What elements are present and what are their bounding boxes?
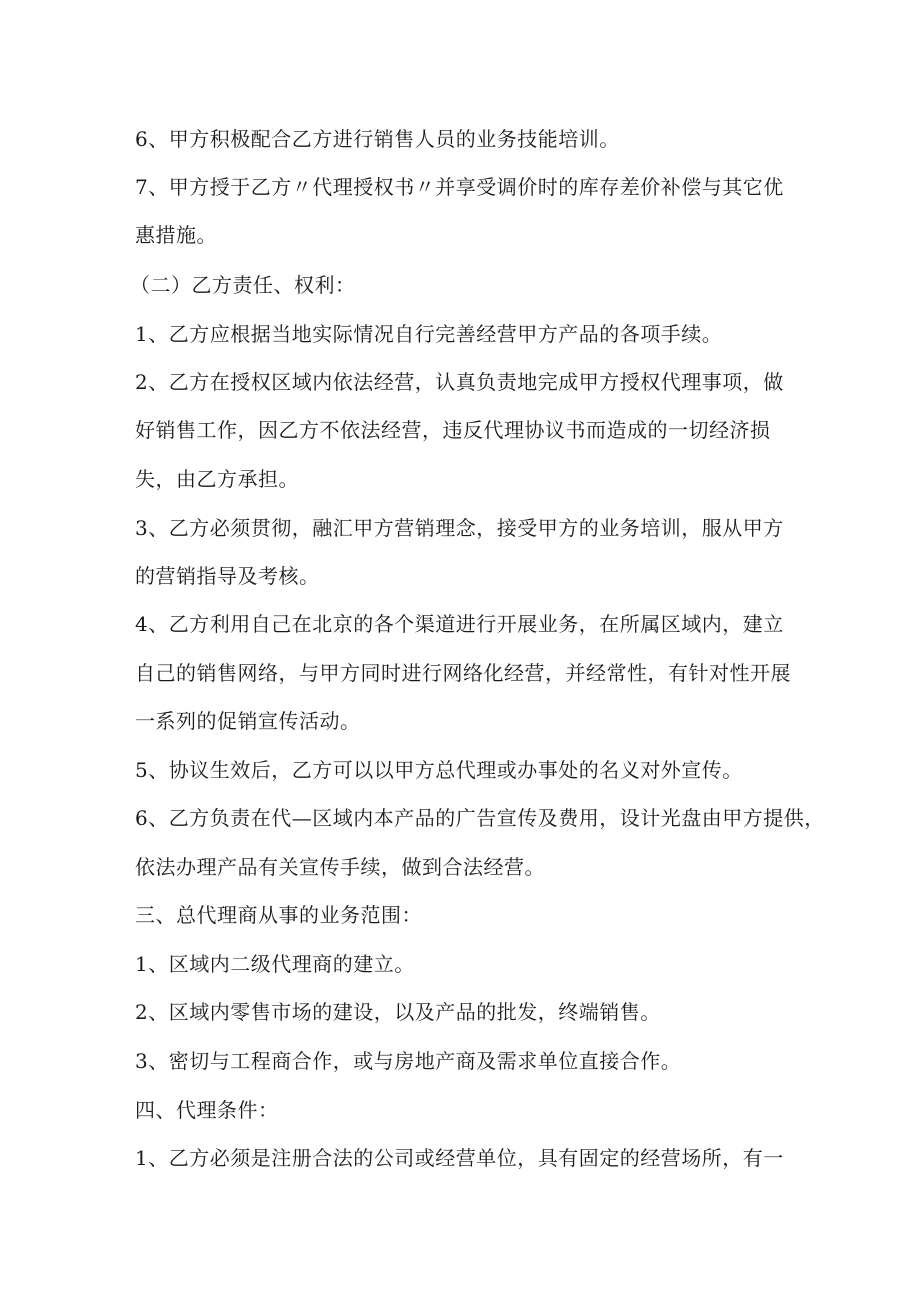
text-line: 依法办理产品有关宣传手续，做到合法经营。 — [135, 855, 545, 879]
text-line: 惠措施。 — [135, 223, 217, 247]
text-line: 的营销指导及考核。 — [135, 564, 320, 588]
text-line: 失，由乙方承担。 — [135, 467, 299, 491]
text-line: 1、区域内二级代理商的建立。 — [135, 952, 415, 976]
section-heading: 四、代理条件： — [135, 1098, 279, 1122]
text-line: 3、密切与工程商合作，或与房地产商及需求单位直接合作。 — [135, 1049, 682, 1073]
text-line: 1、乙方必须是注册合法的公司或经营单位，具有固定的经营场所，有一 — [135, 1146, 784, 1170]
text-line: 2、区域内零售市场的建设，以及产品的批发，终端销售。 — [135, 1000, 661, 1024]
text-line: 6、甲方积极配合乙方进行销售人员的业务技能培训。 — [135, 127, 620, 151]
text-line: 5、协议生效后，乙方可以以甲方总代理或办事处的名义对外宣传。 — [135, 758, 743, 782]
text-line: 1、乙方应根据当地实际情况自行完善经营甲方产品的各项手续。 — [135, 322, 723, 346]
text-line: 2、乙方在授权区域内依法经营，认真负责地完成甲方授权代理事项，做 — [135, 370, 784, 394]
text-line: 自己的销售网络，与甲方同时进行网络化经营，并经常性，有针对性开展 — [135, 661, 791, 685]
text-line: 6、乙方负责在代—区域内本产品的广告宣传及费用，设计光盘由甲方提供， — [135, 806, 825, 830]
section-heading: （二）乙方责任、权利： — [130, 273, 356, 297]
text-line: 4、乙方利用自己在北京的各个渠道进行开展业务，在所属区域内，建立 — [135, 612, 784, 636]
text-line: 7、甲方授于乙方〃代理授权书〃并享受调价时的库存差价补偿与其它优 — [135, 175, 784, 199]
section-heading: 三、总代理商从事的业务范围： — [135, 903, 422, 927]
text-line: 3、乙方必须贯彻，融汇甲方营销理念，接受甲方的业务培训，服从甲方 — [135, 516, 784, 540]
text-line: 一系列的促销宣传活动。 — [135, 709, 361, 733]
text-line: 好销售工作，因乙方不依法经营，违反代理协议书而造成的一切经济损 — [135, 418, 771, 442]
